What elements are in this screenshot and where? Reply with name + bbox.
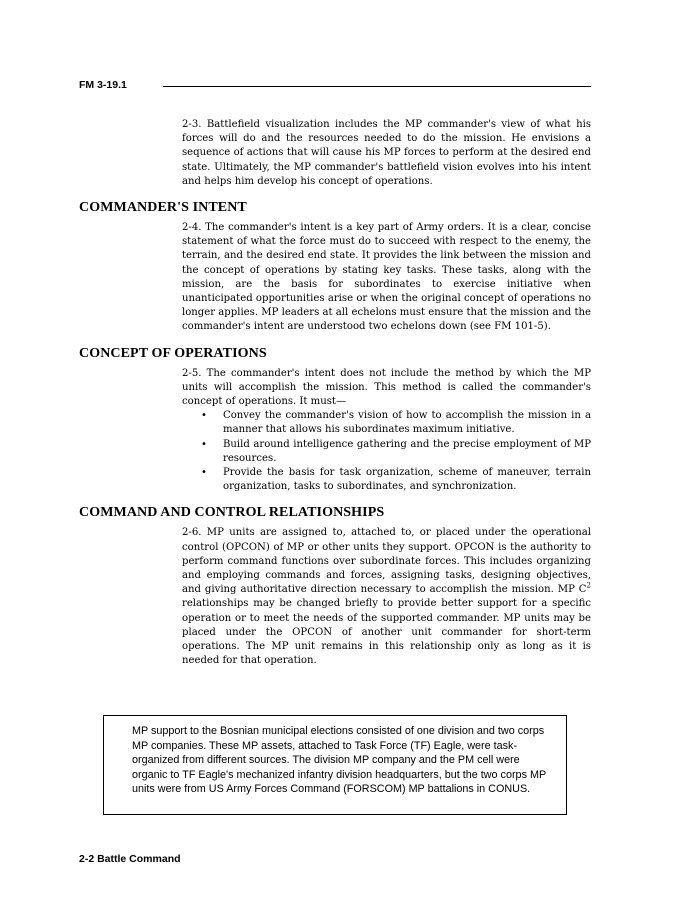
list-item bbox=[182, 409, 591, 437]
bullet-icon: • bbox=[201, 467, 207, 479]
bullet-list bbox=[182, 409, 591, 494]
paragraph-2-5: 2-5. The commander's intent does not include the method by which the MP units will accomplish the mission. This method is called the commander's concept of operations. It must— bbox=[182, 367, 591, 408]
document-body bbox=[79, 118, 591, 669]
section-heading: CONCEPT OF OPERATIONS bbox=[79, 345, 267, 361]
header-rule bbox=[163, 86, 591, 87]
list-item bbox=[182, 466, 591, 494]
page-footer: 2-2 Battle Command bbox=[79, 853, 181, 865]
vignette-box bbox=[103, 715, 567, 815]
bullet-icon: • bbox=[201, 438, 207, 450]
section-concept-of-operations bbox=[79, 345, 591, 495]
list-item-text: Convey the commander's vision of how to accomplish the mission in a manner that allows his subordinates maximum initiative. bbox=[223, 410, 591, 436]
running-header bbox=[79, 79, 591, 93]
list-item bbox=[182, 438, 591, 466]
section-heading: COMMANDER'S INTENT bbox=[79, 200, 247, 216]
vignette-text: MP support to the Bosnian municipal elections consisted of one division and two corps MP companies. These MP assets, attached to Task Force (TF) Eagle, were task-organized from different sources. The division MP company and the PM cell were organic to TF Eagle's mechanized infantry division headquarters, but the two corps MP units were from US Army Forces Command (FORSCOM) MP battalions in CONUS. bbox=[132, 725, 546, 796]
doc-code: FM 3-19.1 bbox=[79, 79, 127, 91]
paragraph-text: 2-6. MP units are assigned to, attached to, or placed under the operational control (OPCON) of MP or other units they support. OPCON is the authority to perform command functions over subordinate forces. This includes organizing and employing commands and forces, assigning tasks, designing objectives, and giving authoritative direction necessary to accomplish the mission. MP C bbox=[182, 527, 591, 596]
list-item-text: Provide the basis for task organization, scheme of maneuver, terrain organization, tasks to subordinates, and synchronization. bbox=[223, 467, 591, 493]
section-heading: COMMAND AND CONTROL RELATIONSHIPS bbox=[79, 505, 385, 521]
paragraph-2-3: 2-3. Battlefield visualization includes the MP commander's view of what his forces will do and the resources needed to do the mission. He envisions a sequence of actions that will cause his MP forces to perform at the desired end state. Ultimately, the MP commander's battlefield vision evolves into his intent and helps him develop his concept of operations. bbox=[182, 119, 591, 187]
section-command-and-control bbox=[79, 504, 591, 668]
paragraph-text: relationships may be changed briefly to provide better support for a specific operation or to meet the needs of the supported commander. MP units may be placed under the OPCON of another unit commander for short-term operations. The MP unit remains in this relationship only as long as it is needed for that operation. bbox=[182, 598, 591, 667]
bullet-icon: • bbox=[201, 410, 207, 422]
section-commanders-intent bbox=[79, 199, 591, 335]
paragraph-2-4: 2-4. The commander's intent is a key part of Army orders. It is a clear, concise statement of what the force must do to succeed with respect to the enemy, the terrain, and the desired end state. It provides the link between the mission and the concept of operations by stating key tasks. These tasks, along with the mission, are the basis for subordinates to exercise initiative when unanticipated opportunities arise or when the original concept of operations no longer applies. MP leaders at all echelons must ensure that the mission and the commander's intent are understood two echelons down (see FM 101-5). bbox=[182, 222, 591, 333]
paragraph-2-6 bbox=[182, 526, 591, 668]
list-item-text: Build around intelligence gathering and the precise employment of MP resources. bbox=[223, 438, 591, 464]
superscript: 2 bbox=[586, 581, 591, 590]
